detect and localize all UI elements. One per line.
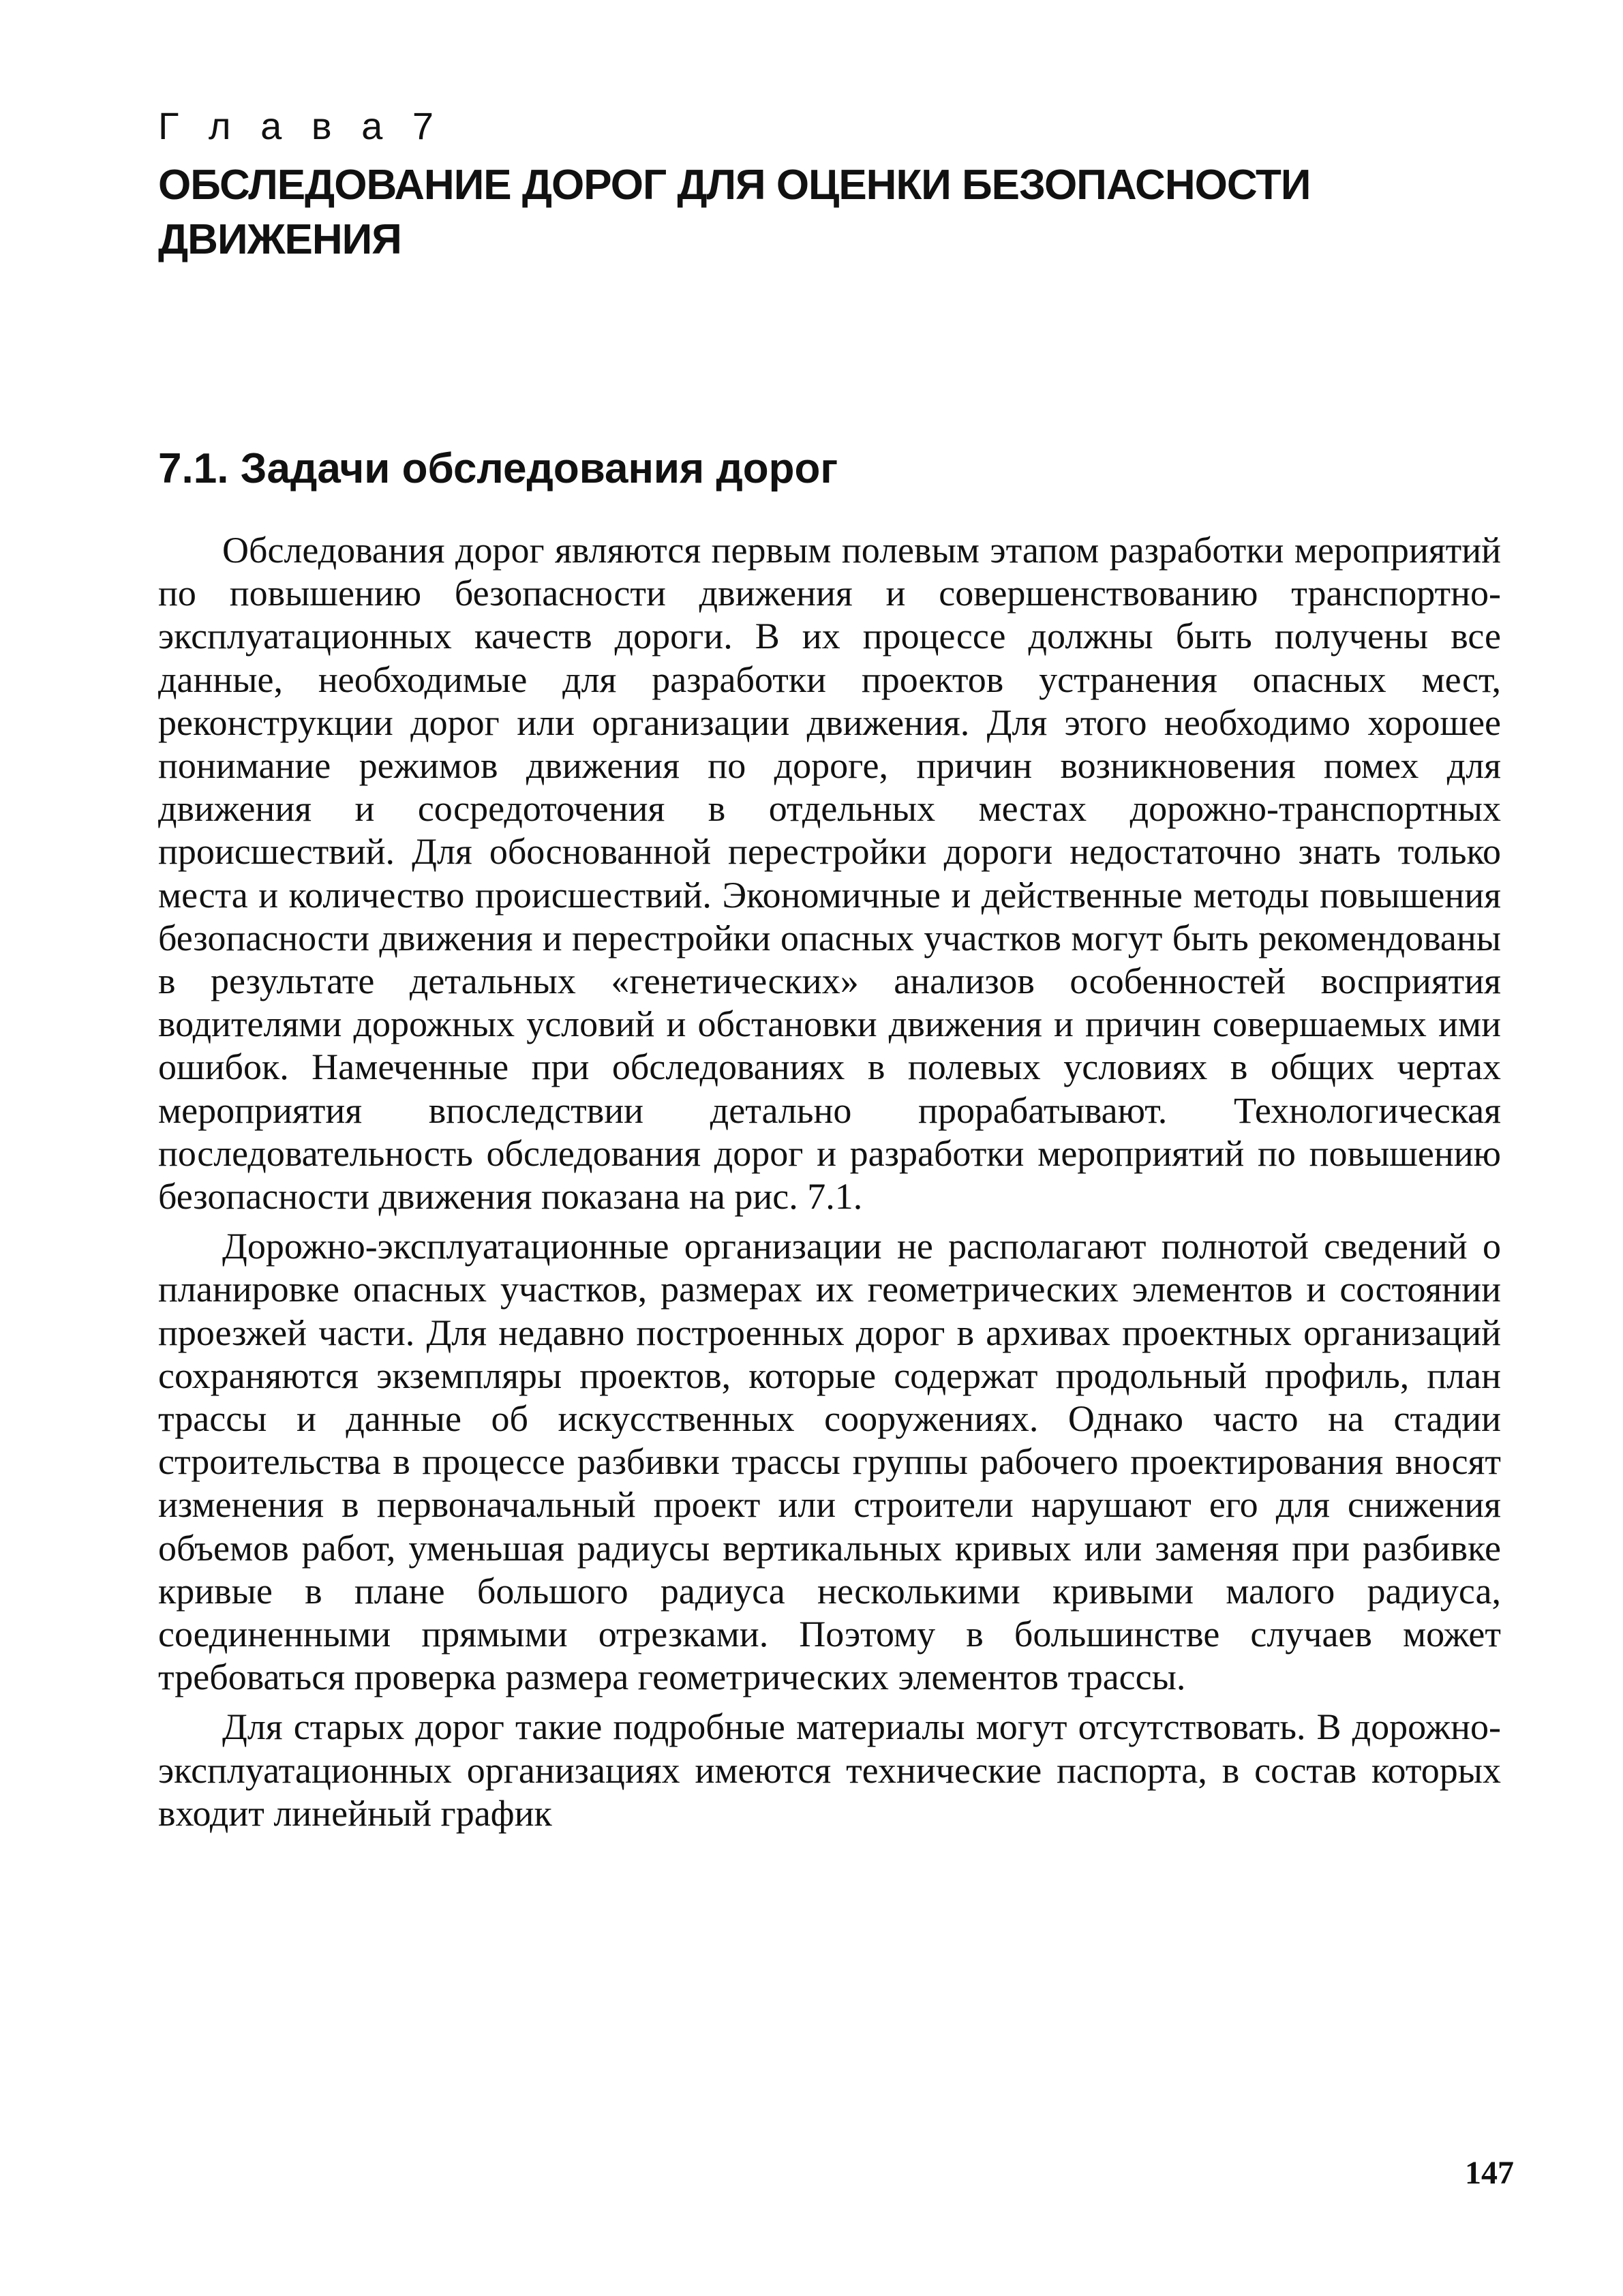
body-text (158, 529, 1501, 1835)
page-number: 147 (1465, 2155, 1514, 2191)
paragraph-3: Для старых дорог такие подробные материалы могут отсутствовать. В дорожно-эксплуатационных организациях имеются технические паспорта, в состав которых входит линейный график (158, 1706, 1501, 1834)
section-title: 7.1. Задачи обследования дорог (158, 445, 838, 492)
paragraph-2: Дорожно-эксплуатационные организации не располагают полнотой сведений о планировке опасных участков, размерах их геометрических элементов и состоянии проезжей части. Для недавно построенных дорог в архивах проектных организаций сохраняются экземпляры проектов, которые содержат продольный профиль, план трассы и данные об искусственных сооружениях. Однако часто на стадии строительства в процессе разбивки трассы группы рабочего проектирования вносят изменения в первоначальный проект или строители нарушают его для снижения объемов работ, уменьшая радиусы вертикальных кривых или заменяя при разбивке кривые в плане большого радиуса несколькими кривыми малого радиуса, соединенными прямыми отрезками. Поэтому в большинстве случаев может требоваться проверка размера геометрических элементов трассы. (158, 1226, 1501, 1698)
chapter-title: ОБСЛЕДОВАНИЕ ДОРОГ ДЛЯ ОЦЕНКИ БЕЗОПАСНОСТИ ДВИЖЕНИЯ (158, 162, 1311, 263)
chapter-label: Г л а в а 7 (158, 104, 443, 147)
paragraph-1: Обследования дорог являются первым полевым этапом разработки мероприятий по повышению безопасности движения и совершенствованию транспортно-эксплуатационных качеств дороги. В их процессе должны быть получены все данные, необходимые для разработки проектов устранения опасных мест, реконструкции дорог или организации движения. Для этого необходимо хорошее понимание режимов движения по дороге, причин возникновения помех для движения и сосредоточения в отдельных местах дорожно-транспортных происшествий. Для обоснованной перестройки дороги недостаточно знать только места и количество происшествий. Экономичные и действенные методы повышения безопасности движения и перестройки опасных участков могут быть рекомендованы в результате детальных «генетических» анализов особенностей восприятия водителями дорожных условий и обстановки движения и причин совершаемых ими ошибок. Намеченные при обследованиях в полевых условиях в общих чертах мероприятия впоследствии детально прорабатывают. Технологическая последовательность обследования дорог и разработки мероприятий по повышению безопасности движения показана на рис. 7.1. (158, 530, 1501, 1218)
